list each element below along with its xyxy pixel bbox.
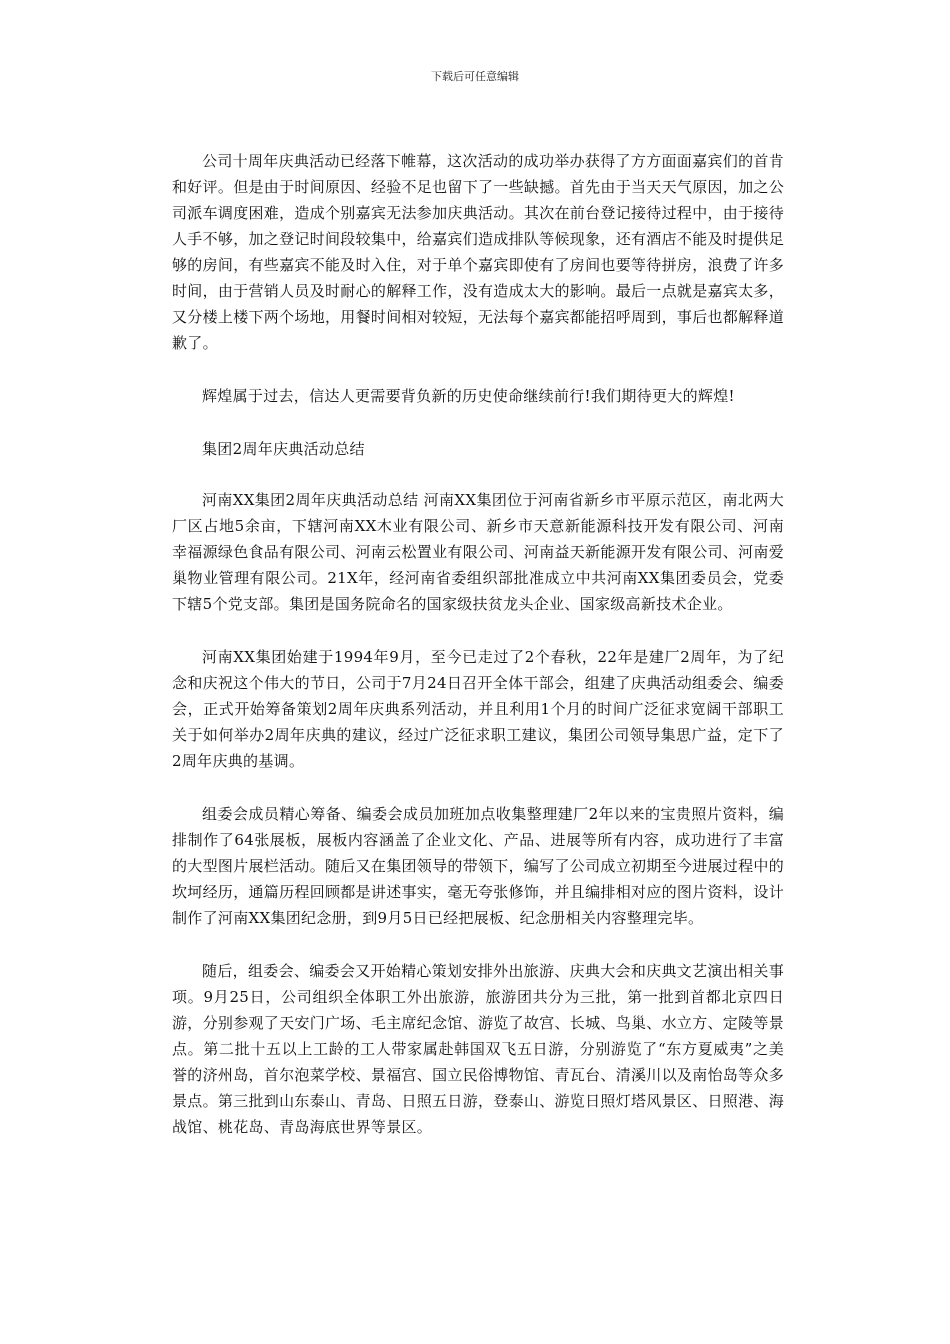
paragraph-closing-remark: 辉煌属于过去，信达人更需要背负新的历史使命继续前行!我们期待更大的辉煌!	[202, 387, 735, 405]
paragraph-exhibition-prep: 组委会成员精心筹备、编委会成员加班加点收集整理建厂2年以来的宝贵照片资料，编排制作了64张展板，展板内容涵盖了企业文化、产品、进展等所有内容，成功进行了丰富的大型图片展栏活动。随后又在集团领导的带领下，编写了公司成立初期至今进展过程中的坎坷经历，通篇历程回顾都是讲述事实，毫无夸张修饰，并且编排相对应的图片资料，设计制作了河南XX集团纪念册，到9月5日已经把展板、纪念册相关内容整理完毕。	[172, 805, 785, 927]
document-body	[172, 148, 784, 1167]
page-header-note: 下载后可任意编辑	[431, 70, 519, 83]
paragraph-travel-events: 随后，组委会、编委会又开始精心策划安排外出旅游、庆典大会和庆典文艺演出相关事项。9月25日，公司组织全体职工外出旅游，旅游团共分为三批，第一批到首都北京四日游，分别参观了天安门广场、毛主席纪念馆、游览了故宫、长城、鸟巢、水立方、定陵等景点。第二批十五以上工龄的工人带家属赴韩国双飞五日游，分别游览了“东方夏威夷”之美誉的济州岛，首尔泡菜学校、景福宫、国立民俗博物馆、青瓦台、清溪川以及南怡岛等众多景点。第三批到山东泰山、青岛、日照五日游，登泰山、游览日照灯塔风景区、日照港、海战馆、桃花岛、青岛海底世界等景区。	[172, 962, 785, 1136]
section-title: 集团2周年庆典活动总结	[202, 440, 365, 458]
paragraph-anniversary-review: 公司十周年庆典活动已经落下帷幕，这次活动的成功举办获得了方方面面嘉宾们的首肯和好评。但是由于时间原因、经验不足也留下了一些缺撼。首先由于当天天气原因，加之公司派车调度困难，造成个别嘉宾无法参加庆典活动。其次在前台登记接待过程中，由于接待人手不够，加之登记时间段较集中，给嘉宾们造成排队等候现象，还有酒店不能及时提供足够的房间，有些嘉宾不能及时入住，对于单个嘉宾即使有了房间也要等待拼房，浪费了许多时间，由于营销人员及时耐心的解释工作，没有造成太大的影响。最后一点就是嘉宾太多，又分楼上楼下两个场地，用餐时间相对较短，无法每个嘉宾都能招呼周到，事后也都解释道歉了。	[172, 152, 785, 352]
paragraph-group-history: 河南XX集团始建于1994年9月，至今已走过了2个春秋，22年是建厂2周年，为了纪念和庆祝这个伟大的节日，公司于7月24日召开全体干部会，组建了庆典活动组委会、编委会，正式开始筹备策划2周年庆典系列活动，并且利用1个月的时间广泛征求宽阔干部职工关于如何举办2周年庆典的建议，经过广泛征求职工建议，集团公司领导集思广益，定下了2周年庆典的基调。	[172, 648, 784, 770]
paragraph-group-intro: 河南XX集团2周年庆典活动总结 河南XX集团位于河南省新乡市平原示范区，南北两大厂区占地5余亩，下辖河南XX木业有限公司、新乡市天意新能源科技开发有限公司、河南幸福源绿色食品有限公司、河南云松置业有限公司、河南益天新能源开发有限公司、河南爱巢物业管理有限公司。21X年，经河南省委组织部批准成立中共河南XX集团委员会，党委下辖5个党支部。集团是国务院命名的国家级扶贫龙头企业、国家级高新技术企业。	[172, 491, 785, 613]
